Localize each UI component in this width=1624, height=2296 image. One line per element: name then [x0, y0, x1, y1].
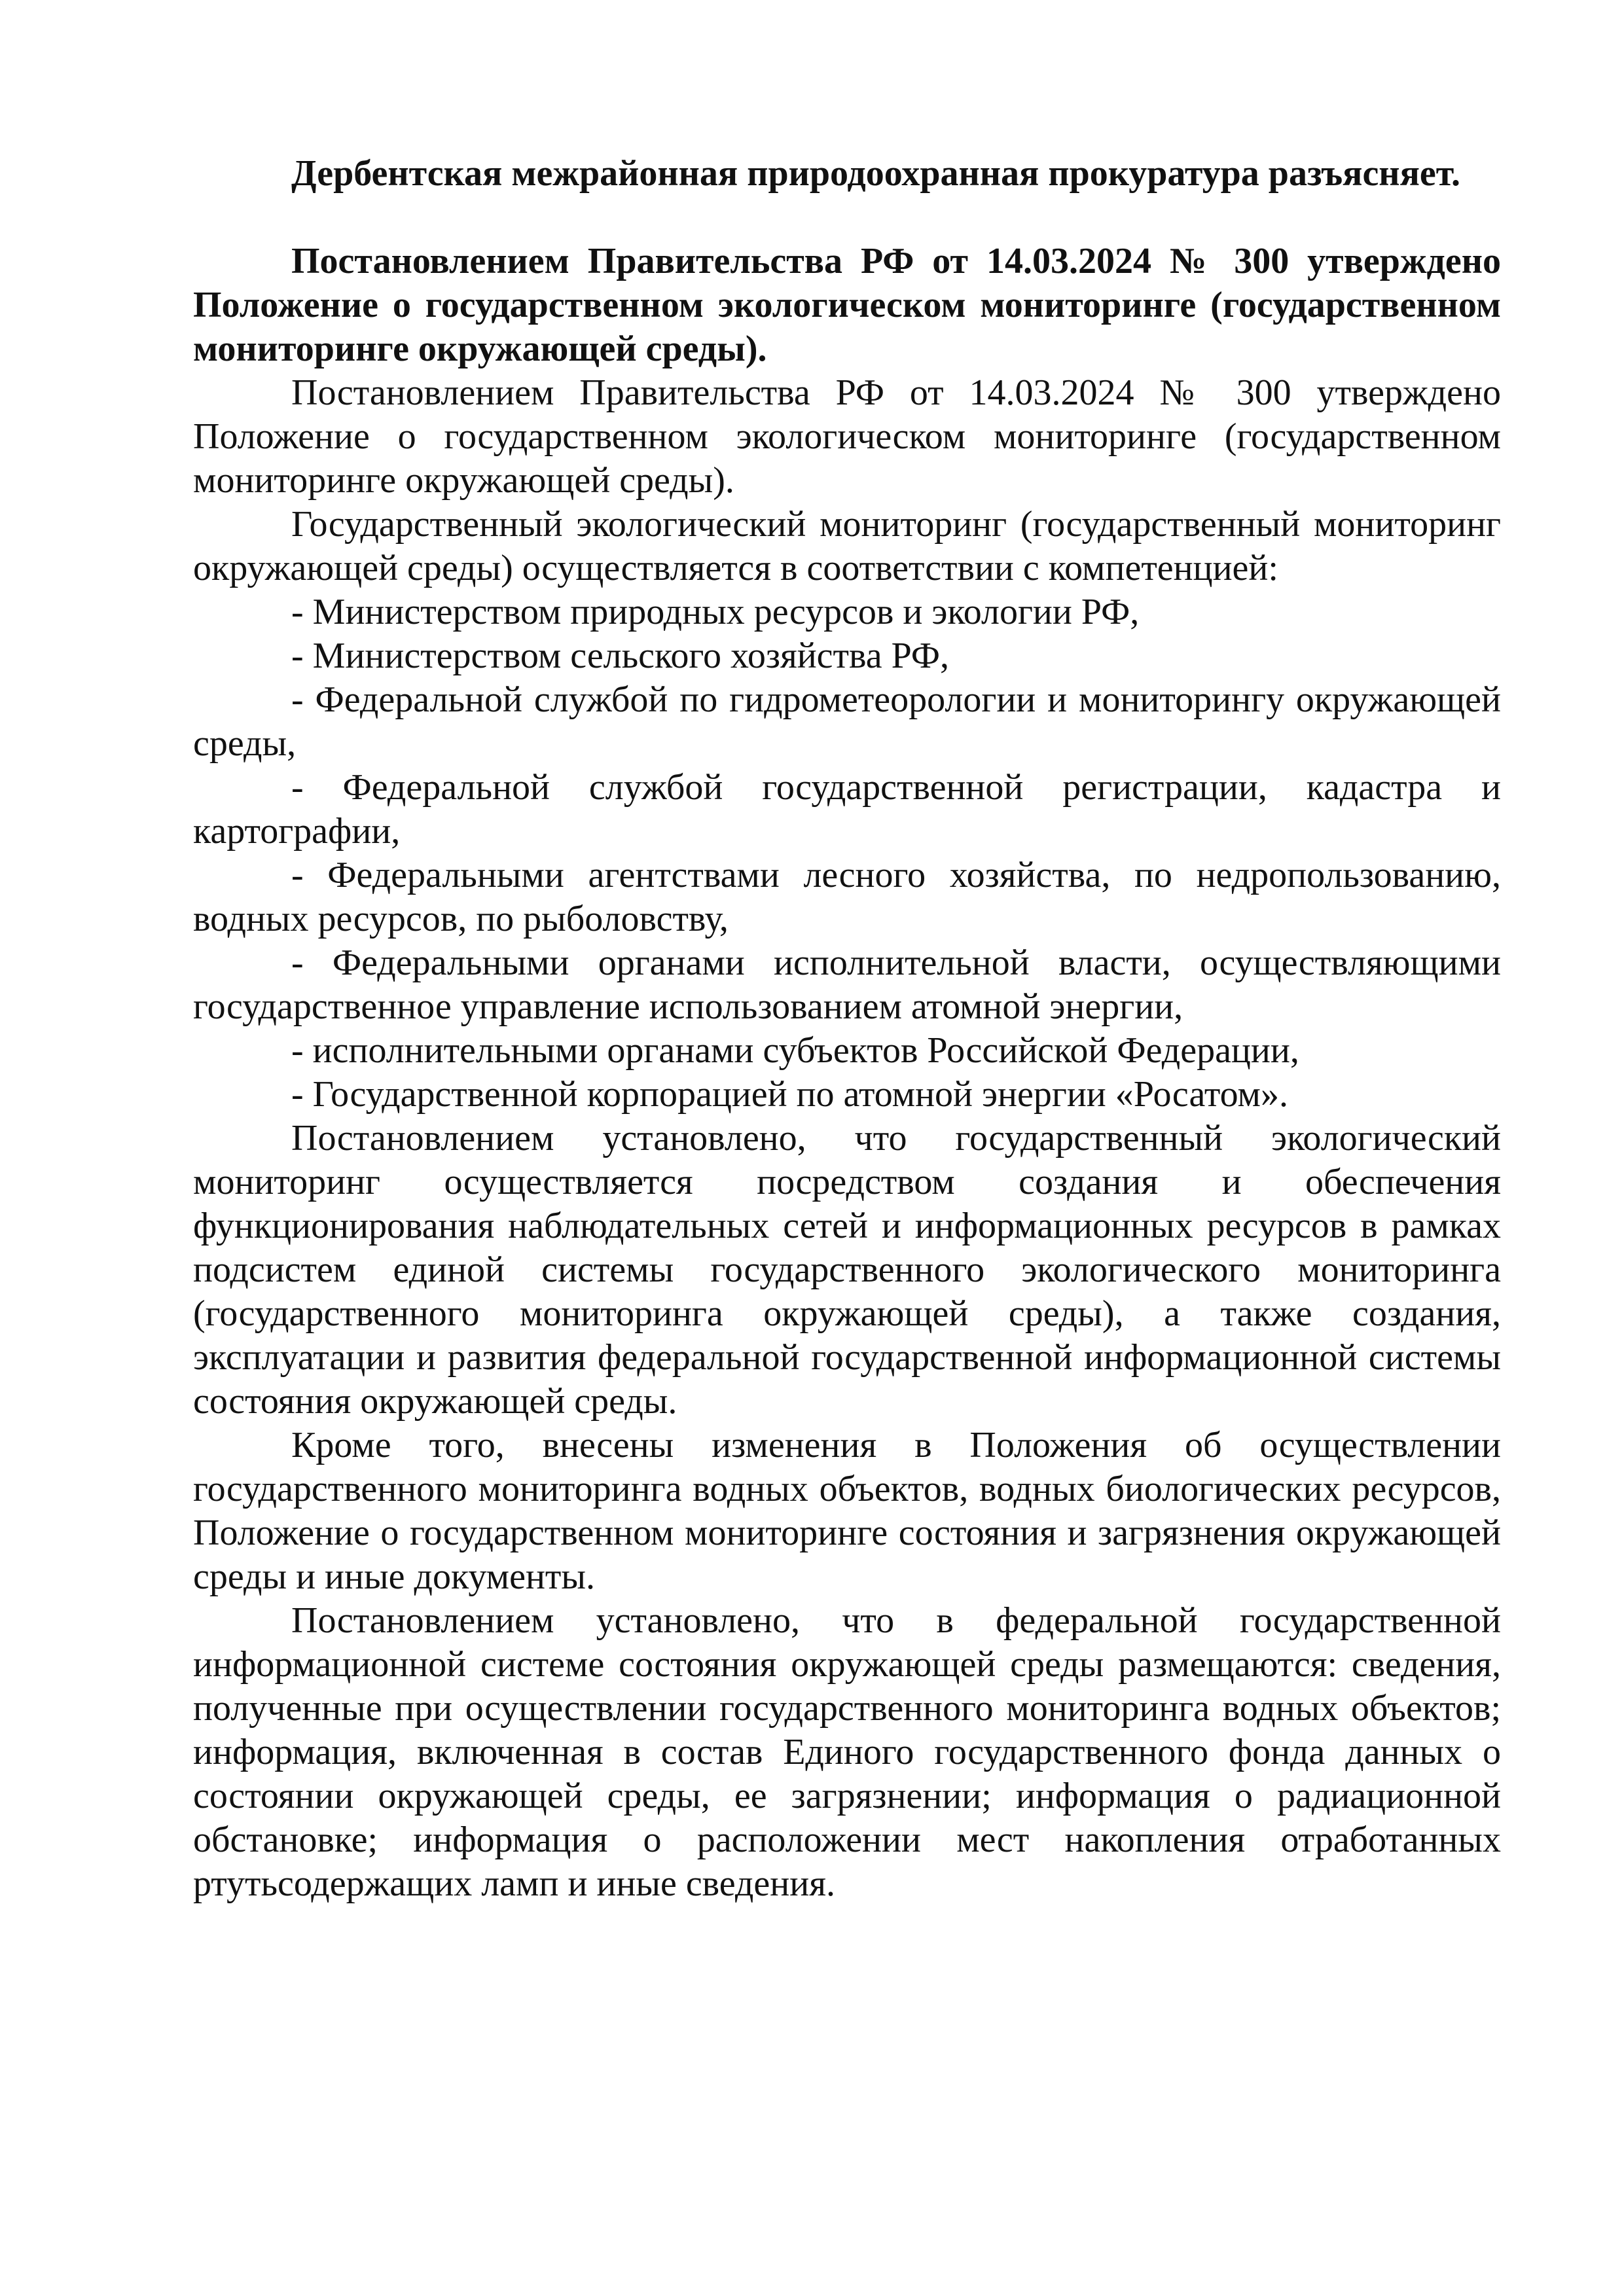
list-item: - Федеральной службой по гидрометеорологии и мониторингу окружающей среды, [193, 679, 1501, 764]
list-item: - Министерством природных ресурсов и экологии РФ, [291, 592, 1140, 632]
paragraph: Постановлением установлено, что в федеральной государственной информационной системе состояния окружающей среды размещаются: сведения, полученные при осуществлении государственного мониторинга водных объектов; информация, включенная в состав Единого государственного фонда данных о состоянии окружающей среды, ее загрязнении; информация о радиационной обстановке; информация о расположении мест накопления отработанных ртутьсодержащих ламп и иные сведения. [193, 1600, 1501, 1904]
document-title: Постановлением Правительства РФ от 14.03.2024 № 300 утверждено Положение о государственном экологическом мониторинге (государственном мониторинге окружающей среды). [193, 241, 1501, 369]
list-item: - Федеральной службой государственной регистрации, кадастра и картографии, [193, 767, 1501, 852]
document-body [193, 152, 1501, 1906]
list-item: - Министерством сельского хозяйства РФ, [291, 636, 949, 676]
paragraph: Кроме того, внесены изменения в Положения об осуществлении государственного мониторинга водных объектов, водных биологических ресурсов, Положение о государственном мониторинге состояния и загрязнения окружающей среды и иные документы. [193, 1425, 1501, 1597]
paragraph: Постановлением установлено, что государственный экологический мониторинг осуществляется посредством создания и обеспечения функционирования наблюдательных сетей и информационных ресурсов в рамках подсистем единой системы государственного экологического мониторинга (государственного мониторинга окружающей среды), а также создания, эксплуатации и развития федеральной государственной информационной системы состояния окружающей среды. [193, 1118, 1501, 1422]
list-item: - Федеральными агентствами лесного хозяйства, по недропользованию, водных ресурсов, по рыболовству, [193, 855, 1501, 939]
list-item: - Государственной корпорацией по атомной энергии «Росатом». [291, 1074, 1288, 1115]
list-item: - исполнительными органами субъектов Российской Федерации, [291, 1030, 1299, 1071]
document-header: Дербентская межрайонная природоохранная прокуратура разъясняет. [291, 153, 1461, 194]
paragraph: Государственный экологический мониторинг (государственный мониторинг окружающей среды) осуществляется в соответствии с компетенцией: [193, 504, 1501, 588]
list-item: - Федеральными органами исполнительной власти, осуществляющими государственное управление использованием атомной энергии, [193, 942, 1501, 1027]
paragraph: Постановлением Правительства РФ от 14.03.2024 № 300 утверждено Положение о государственном экологическом мониторинге (государственном мониторинге окружающей среды). [193, 372, 1501, 501]
